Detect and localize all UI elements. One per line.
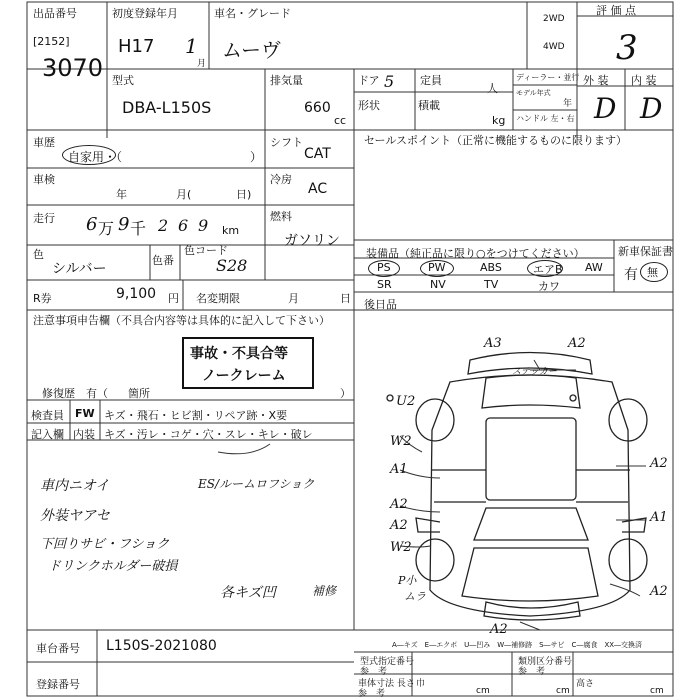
mileage-label: 走行	[33, 212, 55, 225]
mileage-unit-man: 万	[98, 219, 115, 238]
equip-pw: PW	[428, 261, 446, 274]
class-label: 類別区分番号	[518, 657, 573, 667]
equip-sr: SR	[377, 278, 392, 291]
shape-label: 形状	[358, 99, 380, 112]
exterior-grade: D	[594, 92, 617, 125]
fw-items: キズ・飛石・ヒビ割・リペア跡・X要	[104, 409, 288, 422]
mark-right-side-2: A1	[650, 510, 668, 525]
note-underbody-rust: 下回りサビ・フショク	[40, 537, 170, 552]
note-room-lamp: ES/ルームロフショク	[198, 477, 315, 491]
mileage-digit-2: 9	[118, 214, 130, 235]
door-label: ドア	[358, 74, 380, 87]
first-registration-month: 1	[185, 34, 198, 58]
fw-label: FW	[75, 407, 95, 420]
model-year-label: モデル年式	[516, 89, 551, 97]
history-label: 車歴	[33, 136, 55, 149]
mileage-km: km	[222, 224, 240, 237]
repair-history-label: 修復歴 有（	[42, 387, 108, 400]
first-registration-year: H17	[118, 36, 155, 57]
type-spec-ref: 参 考	[360, 667, 388, 677]
mark-left-rear-door: W2	[390, 434, 412, 449]
interior-label: 内 装	[631, 74, 657, 87]
color-code-value: S28	[216, 256, 248, 275]
mark-right-side-1: A2	[650, 456, 668, 471]
equip-airbag: エアB	[533, 263, 563, 276]
meigi-day: 日	[340, 292, 351, 305]
registration-label: 登録番号	[36, 678, 80, 691]
repair-history-mid: 箇所	[128, 387, 150, 400]
fuel-value: ガソリン	[284, 233, 340, 249]
car-name-label: 車名・グレード	[214, 7, 291, 20]
recycle-unit: 円	[168, 292, 179, 305]
first-registration-label: 初度登録年月	[112, 7, 178, 20]
mileage-digit-1: 6	[86, 214, 98, 235]
month-unit: 月	[197, 59, 207, 69]
mark-front-left-p: P小	[398, 574, 417, 587]
mileage-digit-3: 2	[158, 216, 169, 235]
lot-label: 出品番号	[33, 7, 77, 20]
note-paint-fade: 外装ヤアセ	[40, 508, 110, 524]
mark-rear-left: A3	[484, 336, 502, 351]
color-label: 色	[33, 248, 44, 261]
mileage-digit-4: 6	[178, 216, 189, 235]
length-ref: 参 考	[358, 689, 386, 699]
note-scratches: 各キズ凹	[220, 585, 276, 601]
damage-legend: A―キズ E―エクボ U―凹み W―補修跡 S―サビ C―腐食 XX―交換済	[392, 641, 643, 649]
interior-grade: D	[640, 92, 663, 125]
history-value: 自家用・（	[68, 150, 123, 164]
height-cm: cm	[650, 686, 664, 696]
inspection-day: 日)	[236, 188, 252, 201]
notes-title: 注意事項申告欄（不具合内容等は具体的に記入して下さい）	[33, 314, 330, 327]
meigi-label: 名変期限	[196, 292, 240, 305]
equip-ps: PS	[377, 261, 391, 274]
note-repair: 補修	[312, 584, 337, 598]
displacement-unit: cc	[334, 114, 347, 127]
fuel-label: 燃料	[270, 210, 292, 223]
equip-abs: ABS	[480, 261, 502, 274]
interior-items-label: 内装	[73, 428, 95, 441]
inspection-label: 車検	[33, 173, 55, 186]
mark-rear-quarter-left: U2	[396, 394, 416, 409]
entry-label: 記入欄	[31, 428, 64, 441]
noclaim-line-1: 事故・不具合等	[190, 346, 288, 362]
sticker-note: ステッカー	[512, 367, 557, 377]
dealer-label: ディーラー・並行	[516, 73, 580, 82]
mark-rear-right: A2	[568, 336, 586, 351]
lot-sub-number: [2152]	[33, 35, 70, 48]
mark-right-front: A2	[650, 584, 668, 599]
equip-nv: NV	[430, 278, 446, 291]
equip-tv: TV	[484, 278, 499, 291]
capacity-label: 定員	[420, 74, 442, 87]
mileage-unit-sen: 千	[130, 219, 147, 238]
model-value: DBA-L150S	[122, 98, 212, 117]
color-value: シルバー	[52, 261, 107, 277]
interior-items: キズ・汚レ・コゲ・穴・スレ・キレ・破レ	[104, 428, 313, 441]
shift-value: CAT	[304, 146, 331, 162]
warranty-yes: 有	[624, 267, 638, 283]
color-number-label: 色番	[152, 254, 174, 267]
warranty-no: 無	[647, 266, 658, 279]
capacity-unit: 人	[487, 82, 498, 95]
note-drink-holder: ドリンクホルダー破損	[48, 559, 178, 574]
car-name: ムーヴ	[222, 38, 281, 62]
mark-left-side-2: A2	[390, 497, 408, 512]
chassis-label: 車台番号	[36, 642, 80, 655]
note-smell: 車内ニオイ	[40, 478, 110, 494]
later-doc-label: 後日品	[364, 298, 397, 311]
tires	[387, 395, 647, 581]
inspection-year: 年	[116, 188, 127, 201]
aircon-label: 冷房	[270, 173, 292, 186]
width-cm: cm	[556, 686, 570, 696]
shift-label: シフト	[270, 136, 303, 149]
load-unit: kg	[492, 114, 506, 127]
equip-leather: カワ	[538, 280, 560, 293]
inspector-label: 検査員	[31, 409, 64, 422]
model-year-unit: 年	[563, 99, 573, 109]
length-cm: cm	[476, 686, 490, 696]
equipment-label: 装備品（純正品に限り○をつけてください）	[366, 247, 585, 260]
load-label: 積載	[418, 99, 440, 112]
door-value: 5	[384, 72, 395, 91]
grade-value: 3	[616, 28, 638, 68]
inspection-month: 月(	[176, 188, 192, 201]
mark-left-front-door: W2	[390, 540, 412, 555]
mileage-digit-5: 9	[198, 216, 209, 235]
model-label: 型式	[112, 74, 134, 87]
mark-front-bumper: A2	[490, 622, 508, 637]
mark-front-left-mura: ムラ	[404, 590, 426, 603]
length-label: 車体寸法 長さ	[358, 679, 415, 689]
width-label: 巾	[416, 679, 426, 689]
drive-4wd: 4WD	[543, 42, 565, 52]
type-spec-label: 型式指定番号	[360, 657, 415, 667]
displacement-label: 排気量	[270, 74, 303, 87]
sales-point-label: セールスポイント（正常に機能するものに限ります）	[364, 134, 628, 147]
recycle-value: 9,100	[116, 286, 157, 302]
lot-number: 3070	[42, 54, 104, 82]
exterior-label: 外 装	[583, 74, 609, 87]
meigi-month: 月	[288, 292, 299, 305]
drive-2wd: 2WD	[543, 14, 565, 24]
displacement-value: 660	[304, 100, 331, 116]
color-code-label: 色コード	[184, 244, 228, 257]
handle-label: ハンドル 左・右	[516, 114, 575, 123]
noclaim-line-2: ノークレーム	[202, 368, 286, 384]
repair-history-close: ）	[340, 387, 351, 400]
chassis-value: L150S-2021080	[106, 638, 217, 654]
recycle-label: R券	[33, 292, 52, 305]
car-diagram	[416, 353, 646, 621]
grade-label: 評 価 点	[596, 4, 636, 17]
aircon-value: AC	[308, 181, 328, 197]
history-close: ）	[250, 150, 263, 164]
equip-aw: AW	[585, 261, 603, 274]
height-label: 高さ	[576, 679, 595, 689]
class-ref: 参 考	[518, 667, 546, 677]
mark-left-side-1: A1	[390, 462, 408, 477]
warranty-label: 新車保証書	[618, 245, 673, 258]
mark-left-side-3: A2	[390, 518, 408, 533]
